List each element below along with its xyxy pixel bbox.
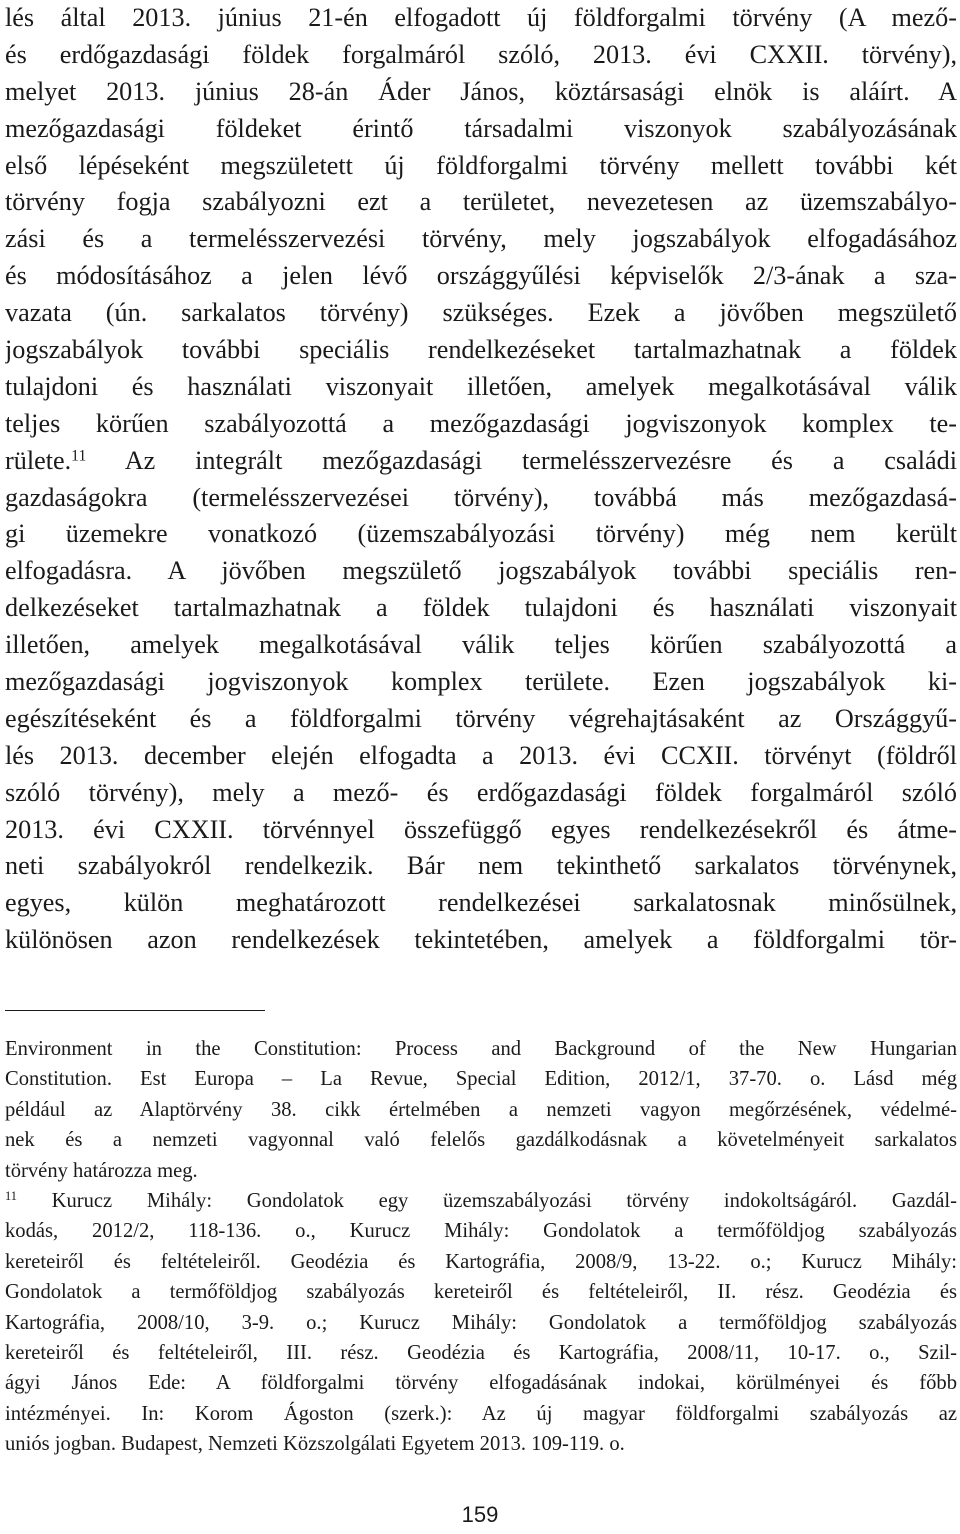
footnote-line: Gondolatok a termőföldjog szabályozás kereteiről és feltételeiről, II. rész. Geodézia és	[5, 1281, 957, 1304]
footnotes	[5, 1034, 957, 1459]
footnote-11-first-line	[5, 1186, 957, 1216]
footnote-line: Kartográfia, 2008/10, 3-9. o.; Kurucz Mihály: Gondolatok a termőföldjog szabályozás	[5, 1311, 957, 1334]
footnote-line: kereteiről és feltételeiről, III. rész. Geodézia és Kartográfia, 2008/11, 10-17. o., Szil-	[5, 1341, 957, 1364]
body-line: tulajdoni és használati viszonyait illetően, amelyek megalkotásával válik	[5, 371, 957, 401]
body-line: lés által 2013. június 21-én elfogadott új földforgalmi törvény (A mező-	[5, 3, 957, 32]
footnote-line: kereteiről és feltételeiről. Geodézia és Kartográfia, 2008/9, 13-22. o.; Kurucz Mihály:	[5, 1250, 957, 1273]
body-line: mezőgazdasági jogviszonyok komplex területe. Ezen jogszabályok ki-	[5, 667, 957, 697]
body-line: törvény fogja szabályozni ezt a területet, nevezetesen az üzemszabályo-	[5, 187, 957, 217]
body-line: zási és a termelésszervezési törvény, mely jogszabályok elfogadásához	[5, 224, 957, 254]
body-line: gi üzemekre vonatkozó (üzemszabályozási törvény) még nem került	[5, 519, 957, 549]
body-line: gazdaságokra (termelésszervezései törvény), továbbá más mezőgazdasá-	[5, 482, 957, 512]
body-line: melyet 2013. június 28-án Áder János, köztársasági elnök is aláírt. A	[5, 76, 957, 106]
footnote-divider	[5, 1010, 265, 1011]
footnote-reference[interactable]: 11	[71, 447, 87, 465]
body-line: elfogadásra. A jövőben megszülető jogszabályok további speciális ren-	[5, 556, 957, 586]
footnote-line: uniós jogban. Budapest, Nemzeti Közszolgálati Egyetem 2013. 109-119. o.	[5, 1433, 625, 1456]
body-line: és erdőgazdasági földek forgalmáról szóló, 2013. évi CXXII. törvény),	[5, 39, 957, 69]
footnote-line: nek és a nemzeti vagyonnal való felelős gazdálkodásnak a követelményeit sarkalatos	[5, 1129, 957, 1152]
body-line: egészítéseként és a földforgalmi törvény végrehajtásaként az Országgyű-	[5, 703, 957, 733]
body-line: különösen azon rendelkezések tekintetében, amelyek a földforgalmi tör-	[5, 925, 957, 955]
body-line: neti szabályokról rendelkezik. Bár nem tekinthető sarkalatos törvénynek,	[5, 851, 957, 881]
footnote-line: ágyi János Ede: A földforgalmi törvény elfogadásának indokai, körülményei és főbb	[5, 1372, 957, 1395]
footnote-line: Constitution. Est Europa – La Revue, Special Edition, 2012/1, 37-70. o. Lásd még	[5, 1068, 957, 1091]
body-line: lés 2013. december elején elfogadta a 2013. évi CCXII. törvényt (földről	[5, 740, 957, 770]
body-line: vazata (ún. sarkalatos törvény) szükséges. Ezek a jövőben megszülető	[5, 298, 957, 328]
body-line: és módosításához a jelen lévő országgyűlési képviselők 2/3-ának a sza-	[5, 261, 957, 291]
footnote-number: 11	[5, 1189, 17, 1204]
footnote-line: kodás, 2012/2, 118-136. o., Kurucz Mihály: Gondolatok a termőföldjog szabályozás	[5, 1220, 957, 1243]
body-line-start: rülete.	[5, 445, 72, 475]
body-line-end: Az integrált mezőgazdasági termelésszervezésre és a családi	[124, 445, 957, 475]
page-number: 159	[461, 1502, 499, 1527]
body-line: illetően, amelyek megalkotásával válik teljes körűen szabályozottá a	[5, 630, 957, 660]
footnote-line: például az Alaptörvény 38. cikk értelmében a nemzeti vagyon megőrzésének, védelmé-	[5, 1098, 957, 1121]
body-line: mezőgazdasági földeket érintő társadalmi viszonyok szabályozásának	[5, 113, 957, 143]
body-text	[5, 0, 957, 959]
body-line: jogszabályok további speciális rendelkezéseket tartalmazhatnak a földek	[5, 335, 957, 365]
body-line: 2013. évi CXXII. törvénnyel összefüggő egyes rendelkezésekről és átme-	[5, 814, 957, 844]
footnote-line: Environment in the Constitution: Process and Background of the New Hungarian	[5, 1038, 957, 1060]
footnote-line: törvény határozza meg.	[5, 1159, 198, 1182]
footnote-line: intézményei. In: Korom Ágoston (szerk.): Az új magyar földforgalmi szabályozás az	[5, 1402, 957, 1425]
body-line: szóló törvény), mely a mező- és erdőgazdasági földek forgalmáról szóló	[5, 777, 957, 807]
body-line-with-footnote	[5, 443, 957, 480]
body-line: teljes körűen szabályozottá a mezőgazdasági jogviszonyok komplex te-	[5, 408, 957, 438]
body-line: első lépéseként megszületett új földforgalmi törvény mellett további két	[5, 150, 957, 180]
body-line: egyes, külön meghatározott rendelkezései sarkalatosnak minősülnek,	[5, 888, 957, 918]
body-line: delkezéseket tartalmazhatnak a földek tulajdoni és használati viszonyait	[5, 593, 957, 623]
footnote-line: Kurucz Mihály: Gondolatok egy üzemszabályozási törvény indokoltságáról. Gazdál-	[51, 1189, 957, 1212]
